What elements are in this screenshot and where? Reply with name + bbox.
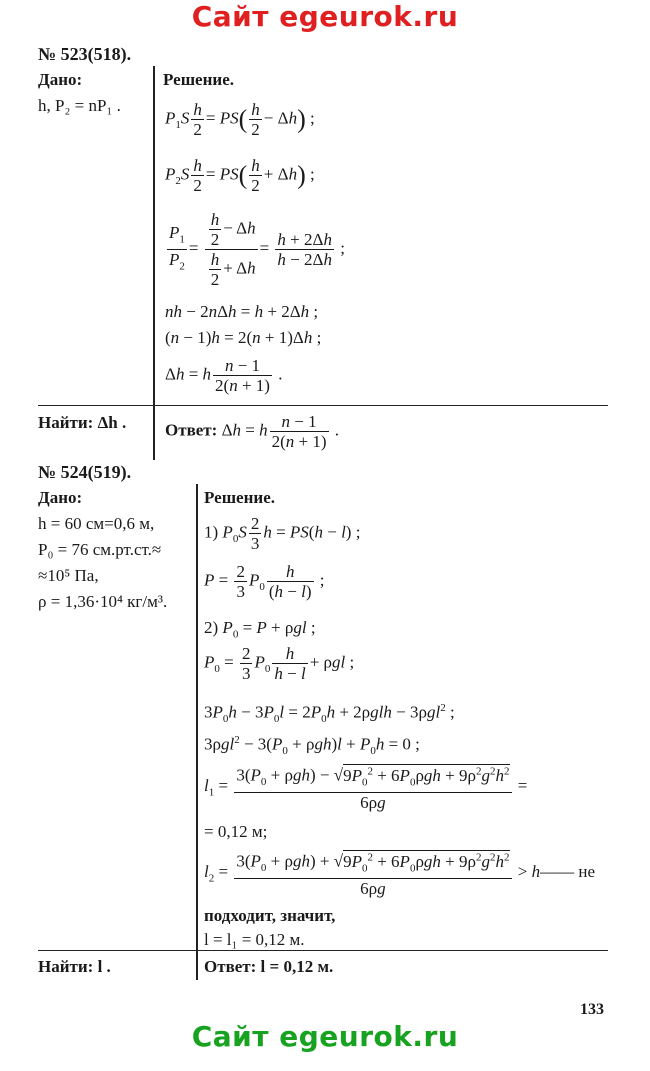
- page-number: 133: [580, 1001, 604, 1018]
- problem-524-number: № 524(519).: [38, 462, 132, 482]
- problem-523-eq-2: $P_2S$ $\frac{h}{2}$ = PS( $\frac{h}{2}$ + Δh) ;: [165, 156, 315, 195]
- problem-523-given-label: Дано:: [38, 70, 83, 89]
- problem-524-eq-5: $3P_0h - 3P_0l = 2P_0h + 2\rho glh - 3\rho gl^2$ ;: [204, 702, 455, 726]
- problem-524-solution-label: Решение.: [204, 488, 275, 507]
- problem-524-divider-horizontal: [38, 950, 608, 951]
- problem-524-eq-3: 2) $P_0 = P + \rho gl$ ;: [204, 618, 316, 641]
- problem-523-divider-vertical: [153, 66, 155, 460]
- problem-524-eq-8: $l_2$ = $\frac{3(P_0 + \rho gh) + √9P_0^2 + 6P_0\rho gh + 9\rho^2g^2h^2}{6\rho g}$ > h—— не: [204, 848, 595, 898]
- problem-524-result-1: = 0,12 м;: [204, 822, 268, 841]
- problem-524-eq-2: P = $\frac{2}{3}$ $P_0$ $\frac{h}{(h - l)}$ ;: [204, 562, 325, 601]
- problem-524-eq-4: $P_0$ = $\frac{2}{3}$ $P_0$ $\frac{h}{h - l}$ + ρgl ;: [204, 644, 355, 683]
- problem-524-given-line-4: ρ = 1,36·10⁴ кг/м³.: [38, 592, 168, 611]
- problem-524-result-2: l = l₁ = 0,12 м.: [204, 930, 305, 949]
- problem-524-given-line-1: h = 60 см=0,6 м,: [38, 514, 155, 533]
- problem-524-given-line-2: P₀ = 76 см.рт.ст.≈: [38, 540, 162, 559]
- problem-524-given-line-3: ≈10⁵ Па,: [38, 566, 99, 585]
- problem-523-eq-6: Δh = h $\frac{n - 1}{2(n + 1)}$ .: [165, 356, 283, 395]
- problem-523-find: Найти: Δh .: [38, 413, 127, 432]
- problem-524-divider-vertical: [196, 484, 198, 980]
- problem-524-not-fit: подходит, значит,: [204, 906, 336, 925]
- problem-524-eq-1: 1) $P_0S$ $\frac{2}{3}$ h = PS(h − l) ;: [204, 514, 361, 553]
- site-title-bottom: Сайт egeurok.ru: [191, 1020, 459, 1053]
- problem-524-find: Найти: l .: [38, 957, 111, 976]
- problem-523-answer-label: Ответ:: [165, 420, 218, 440]
- problem-523-eq-5: (n − 1)h = 2(n + 1)Δh ;: [165, 328, 322, 347]
- problem-524-answer: Ответ: l = 0,12 м.: [204, 957, 334, 976]
- problem-524-eq-7: $l_1$ = $\frac{3(P_0 + \rho gh) - √9P_0^2 + 6P_0\rho gh + 9\rho^2g^2h^2}{6\rho g}$ =: [204, 762, 527, 812]
- problem-523-solution-label: Решение.: [163, 70, 234, 89]
- problem-524-given-label: Дано:: [38, 488, 83, 507]
- problem-523-eq-4: nh − 2nΔh = h + 2Δh ;: [165, 302, 319, 321]
- problem-523-eq-3: $\frac{P_1}{P_2}$ = $\frac{h}{2}$ − Δh $\frac{h}{2}$ + Δh = $\frac{h + 2\Delta h}{h - 2\Delta h}$ ;: [169, 210, 345, 289]
- problem-523-number: № 523(518).: [38, 44, 132, 64]
- problem-523-given: h, P₂ = nP₁ .: [38, 96, 121, 115]
- problem-523-divider-horizontal: [38, 405, 608, 406]
- problem-523-answer: Ответ: Δh = h $\frac{n - 1}{2(n + 1)}$ .: [165, 412, 340, 451]
- problem-524-eq-6: $3\rho gl^2 - 3(P_0 + \rho gh)l + P_0h = 0$ ;: [204, 734, 420, 758]
- site-title-top: Сайт egeurok.ru: [191, 0, 459, 33]
- problem-523-eq-1: $P_1S$ $\frac{h}{2}$ = PS( $\frac{h}{2}$ − Δh) ;: [165, 100, 315, 139]
